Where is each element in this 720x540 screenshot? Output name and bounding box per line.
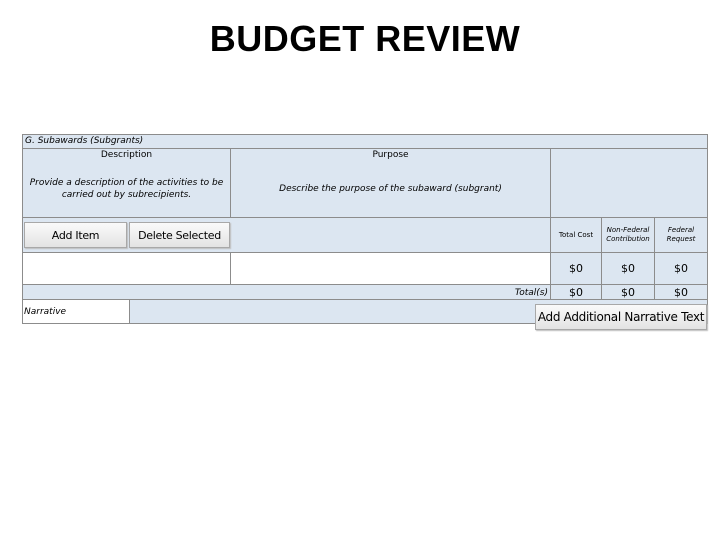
purpose-column-header: Purpose bbox=[230, 148, 551, 160]
add-item-button[interactable]: Add Item bbox=[24, 222, 127, 248]
purpose-hint: Describe the purpose of the subaward (subgrant) bbox=[230, 160, 551, 218]
add-narrative-button[interactable]: Add Additional Narrative Text bbox=[535, 304, 707, 330]
row-federal-request: $0 bbox=[654, 252, 708, 285]
delete-selected-button[interactable]: Delete Selected bbox=[129, 222, 230, 248]
description-input[interactable] bbox=[22, 252, 231, 285]
total-cost-header: Total Cost bbox=[550, 217, 602, 253]
amount-header-filler bbox=[550, 148, 708, 218]
totals-non-federal: $0 bbox=[601, 284, 655, 300]
row-total-cost: $0 bbox=[550, 252, 602, 285]
section-header: G. Subawards (Subgrants) bbox=[22, 134, 708, 149]
totals-federal-request: $0 bbox=[654, 284, 708, 300]
non-federal-header: Non-Federal Contribution bbox=[601, 217, 655, 253]
totals-label: Total(s) bbox=[22, 284, 551, 300]
description-hint: Provide a description of the activities to be carried out by subrecipients. bbox=[22, 160, 231, 218]
description-column-header: Description bbox=[22, 148, 231, 160]
narrative-label: Narrative bbox=[22, 299, 130, 324]
purpose-input[interactable] bbox=[230, 252, 551, 285]
federal-request-header: Federal Request bbox=[654, 217, 708, 253]
slide-title: BUDGET REVIEW bbox=[209, 18, 521, 59]
totals-total-cost: $0 bbox=[550, 284, 602, 300]
subawards-sheet bbox=[22, 134, 708, 324]
row-non-federal: $0 bbox=[601, 252, 655, 285]
